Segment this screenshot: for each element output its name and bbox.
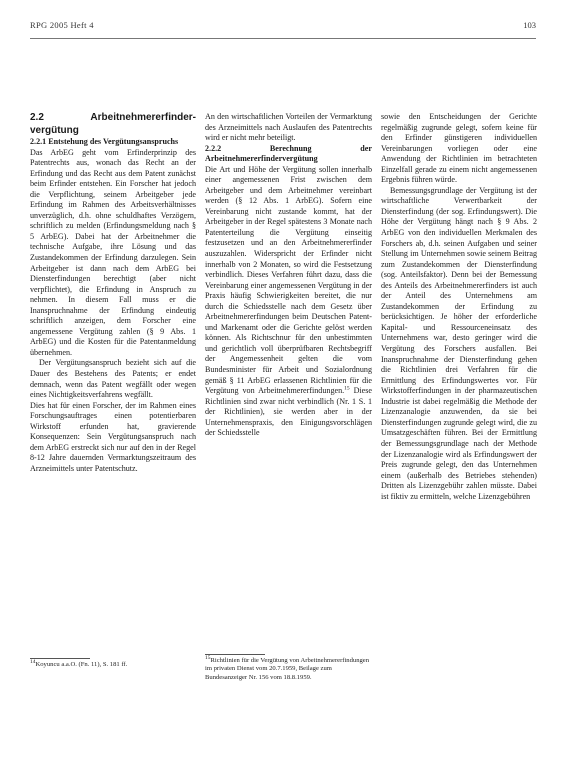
paragraph xyxy=(205,165,372,439)
page-number: 103 xyxy=(523,20,536,30)
running-header xyxy=(30,20,536,34)
column-3 xyxy=(381,112,537,502)
footnote-text: Koyuncu a.a.O. (Fn. 11), S. 181 ff. xyxy=(35,661,128,668)
paragraph: An den wirtschaftlichen Vorteilen der Vermarktung des Arzneimittels nach Auslaufen des Patentrechts wird er nicht mehr beteiligt. xyxy=(205,112,372,143)
footnote-number: 14 xyxy=(30,658,36,665)
section-heading: 2.2 Arbeitnehmererfinder-vergütung xyxy=(30,112,196,136)
paragraph: Der Vergütungsanspruch bezieht sich auf die Dauer des Bestehens des Patents; er endet demnach, wenn das Patent wegfällt oder wegen eines Nichtigkeitsverfahrens wegfällt. xyxy=(30,358,196,400)
paragraph-text: Diese Richtlinien sind zwar nicht verbindlich (Nr. 1 S. 1 der Richtlinien), sie werden aber in der Unternehmenspraxis, den Einigungsvorschlägen der Schiedsstelle xyxy=(205,386,373,438)
footnote-marker: 15 xyxy=(344,385,350,392)
footnote-15 xyxy=(205,654,372,682)
paragraph: Das ArbEG geht vom Erfinderprinzip des Patentrechts aus, wonach das Recht an der Erfindung und das Recht aus dem Patent zunächst beim Erfinder entstehen. Ein Forscher hat jedoch die Verpflichtung, seinem Arbeitgeber jede Erfindung im Rahmen des Arbeitsverhältnisses unverzüglich, d.h. ohne schuldhaftes Verzögern, schriftlich zu melden (Erfindungsmeldung nach § 5 ArbEG). Dabei hat der Arbeitnehmer die technische Aufgabe, ihre Lösung und das Zustandekommen der Erfindung darzulegen. Sein Arbeitgeber ist dann nach dem ArbEG bei Diensterfindungen berechtigt (aber nicht verpflichtet), die Erfindung in Anspruch zu nehmen. In diesem Fall muss er die Inanspruchnahme der Erfindung eindeutig schriftlich anzeigen, dem Forscher eine angemessene Vergütung zahlen (§ 9 Abs. 1 ArbEG) und die Kosten für die Patentanmeldung übernehmen. xyxy=(30,147,196,357)
header-rule xyxy=(30,38,536,39)
subsection-heading: 2.2.2 Berechnung der Arbeitnehmererfindervergütung xyxy=(205,143,372,164)
paragraph: Bemessungsgrundlage der Vergütung ist der wirtschaftliche Verwertbarkeit der Diensterfindung (der sog. Erfindungswert). Die Höhe der Vergütung hängt nach § 9 Abs. 2 ArbEG von den individuellen Merkmalen des Forschers ab, d.h. seinen Aufgaben und seiner Stellung im Unternehmen sowie seinem Beitrag zum Zustandekommen der Diensterfindung (sog. Anteilsfaktor). Denn bei der Bemessung des Anteils des Arbeitnehmererfinders ist auch der Anteil des Unternehmens am Zustandekommen der Erfindung zu berücksichtigen. Je höher der erforderliche Kapital- und Ressourceneinsatz des Unternehmens war, desto geringer wird die Vergütung des Forschers ausfallen. Bei Inanspruchnahme der Diensterfindung gehen die Richtlinien drei Verfahren für die Ermittlung des Erfindungswertes vor. Für Wirkstofferfindungen in der pharmazeutischen Industrie ist dabei regelmäßig die Methode der Lizenzanalogie anzuwenden, da sie bei Diensterfindungen zugrunde gelegt wird, die zu Umsatzgeschäften führen. Bei der Ermittlung der Bemessungsgrundlage nach der Methode der Lizenzanalogie wird als Erfindungswert der Preis zugrunde gelegt, den das Unternehmen einem (außerhalb des Betriebes stehenden) Dritten als Lizenzgebühr zahlen müsste. Dabei ist fiktiv zu ermitteln, welche Lizenzgebühren xyxy=(381,185,537,501)
footnote-14 xyxy=(30,658,196,669)
journal-reference: RPG 2005 Heft 4 xyxy=(30,20,94,30)
footnote-number: 15 xyxy=(205,654,211,661)
footnote-rule xyxy=(205,654,265,655)
column-1 xyxy=(30,112,196,474)
paragraph: Dies hat für einen Forscher, der im Rahmen eines Forschungsauftrages einen potentierbaren Wirkstoff erfunden hat, gravierende Konsequenzen: Sein Vergütungsanspruch nach dem ArbEG erstreckt sich nur auf den in der Regel 8-12 Jahre dauernden Vermarktungszeitraum des Arzneimittels unter Patentschutz. xyxy=(30,400,196,473)
footnote-rule xyxy=(30,658,90,659)
column-2 xyxy=(205,112,372,439)
paragraph-text: Die Art und Höhe der Vergütung sollen innerhalb einer angemessenen Frist zwischen dem Arbeitgeber und dem Arbeitnehmer vereinbart werden (§ 12 Abs. 1 ArbEG). Sofern eine Vereinbarung nicht zustande kommt, hat der Arbeitgeber in der Regel spätestens 3 Monate nach Patenterteilung die Vergütung einseitig festzusetzen und an den Arbeitnehmererfinder auszuzahlen. Widerspricht der Erfinder nicht innerhalb von 2 Monaten, so wird die Festsetzung verbindlich. Dieses Verfahren führt dazu, dass die Vereinbarung einer angemessenen Vergütung in der Praxis häufig Schwierigkeiten bereitet, die nur durch die Schiedsstelle nach dem Gesetz über Arbeitnehmererfindungen beim Deutschen Patent- und Markenamt oder die Gerichte gelöst werden können. Als Richtschnur für den unbestimmten und gerichtlich voll überprüfbaren Rechtsbegriff der Angemessenheit gelten die vom Bundesminister für Arbeit und Sozialordnung gemäß § 11 ArbEG erlassenen Richtlinien für die Vergütung von Arbeitnehmererfindungen. xyxy=(205,164,372,396)
subsection-heading: 2.2.1 Entstehung des Vergütungsanspruchs xyxy=(30,137,179,146)
footnote-text: Richtlinien für die Vergütung von Arbeitnehmererfindungen im privaten Dienst vom 20.7.1959, Beilage zum Bundesanzeiger Nr. 156 vom 18.8.1959. xyxy=(205,657,370,681)
paragraph: sowie den Entscheidungen der Gerichte regelmäßig zugrunde gelegt, sofern keine für den Erfinder günstigeren individuellen Vereinbarungen vorliegen oder eine Anwendung der Richtlinien im betrachteten Einzelfall gerade zu einem nicht angemessenen Ergebnis führen würde. xyxy=(381,112,537,185)
